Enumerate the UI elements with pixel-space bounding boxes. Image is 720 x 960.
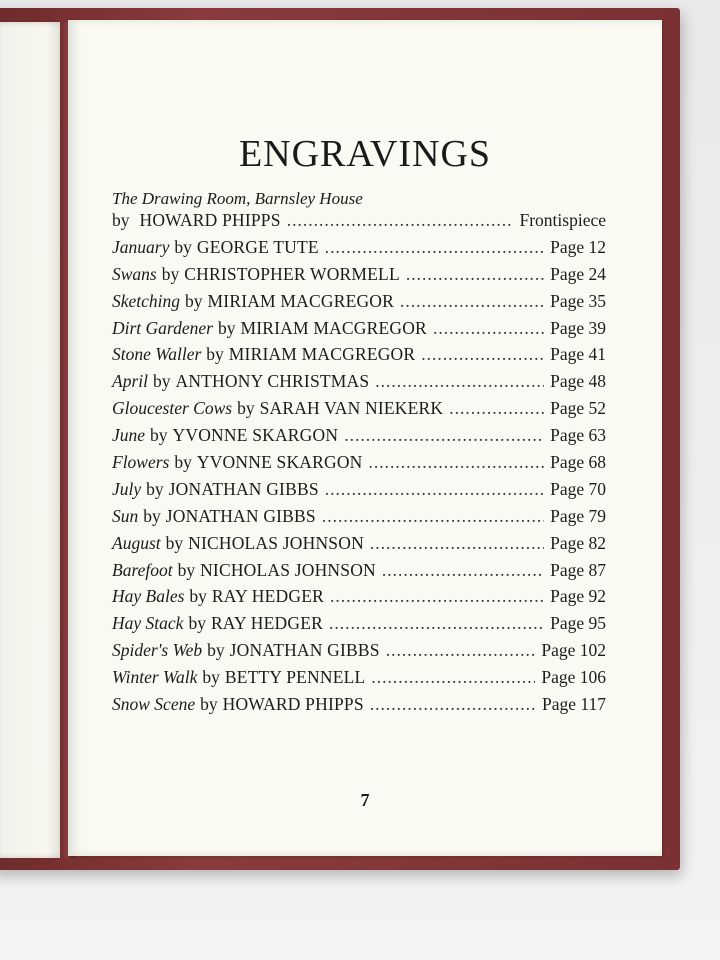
engraving-entry <box>112 479 606 506</box>
engraving-page: Page 52 <box>550 398 606 419</box>
engraving-title: Dirt Gardener <box>112 317 213 338</box>
engraving-title: Sketching <box>112 290 181 311</box>
engraving-page: Page 82 <box>550 532 606 553</box>
engraving-page: Page 24 <box>550 263 606 284</box>
engraving-title: Sun <box>112 505 139 526</box>
dot-leader <box>325 479 544 500</box>
engraving-title: June <box>112 425 146 446</box>
dot-leader <box>386 640 536 661</box>
engraving-page: Page 102 <box>541 640 606 661</box>
dot-leader <box>371 667 535 688</box>
engravings-list <box>112 188 606 721</box>
dot-leader <box>400 291 544 312</box>
dot-leader <box>382 560 544 581</box>
engraving-entry <box>112 586 606 613</box>
engraving-artist: MIRIAM MACGREGOR <box>207 290 395 311</box>
engraving-artist: CHRISTOPHER WORMELL <box>184 263 400 284</box>
engraving-by: by <box>152 371 171 392</box>
engraving-title: July <box>112 478 142 499</box>
engraving-by: by <box>174 452 192 473</box>
engraving-title: January <box>112 236 170 257</box>
dot-leader <box>433 318 544 339</box>
engraving-artist: YVONNE SKARGON <box>196 452 363 473</box>
engraving-page: Page 63 <box>550 425 606 446</box>
book-page <box>68 20 662 856</box>
engraving-artist: HOWARD PHIPPS <box>222 694 364 715</box>
dot-leader <box>329 613 544 634</box>
engraving-entry <box>112 264 606 291</box>
engraving-entry <box>112 533 606 560</box>
engraving-page: Page 117 <box>542 694 606 715</box>
engraving-page: Page 92 <box>550 586 606 607</box>
engraving-artist: JONATHAN GIBBS <box>168 478 319 499</box>
engraving-page: Page 48 <box>550 371 606 392</box>
engraving-entry <box>112 694 606 721</box>
engraving-page: Page 35 <box>550 290 606 311</box>
frontispiece-title: The Drawing Room, Barnsley House <box>112 189 363 208</box>
engraving-by: by <box>174 236 192 257</box>
engraving-title: Hay Stack <box>112 613 184 634</box>
engraving-entry <box>112 398 606 425</box>
dot-leader <box>370 533 544 554</box>
engraving-artist: RAY HEDGER <box>210 613 323 634</box>
frontispiece-page: Frontispiece <box>519 210 606 230</box>
engraving-page: Page 12 <box>550 236 606 257</box>
engraving-entry <box>112 506 606 533</box>
engraving-by: by <box>143 505 161 526</box>
dot-leader <box>330 586 544 607</box>
engraving-artist: SARAH VAN NIEKERK <box>259 398 444 419</box>
engraving-by: by <box>165 532 184 553</box>
engraving-by: by <box>177 559 196 580</box>
dot-leader <box>370 694 536 715</box>
engraving-title: Hay Bales <box>112 586 185 607</box>
engraving-page: Page 95 <box>550 613 606 634</box>
engraving-page: Page 70 <box>550 478 606 499</box>
frontispiece-by: by <box>112 210 130 230</box>
dot-leader <box>449 398 544 419</box>
engraving-page: Page 106 <box>541 667 606 688</box>
engraving-title: Barefoot <box>112 559 173 580</box>
engraving-by: by <box>206 344 224 365</box>
dot-leader <box>406 264 544 285</box>
engraving-entry <box>112 344 606 371</box>
engraving-entry <box>112 237 606 264</box>
engraving-title: Stone Waller <box>112 344 202 365</box>
dot-leader <box>325 237 544 258</box>
engraving-page: Page 87 <box>550 559 606 580</box>
engraving-artist: NICHOLAS JOHNSON <box>200 559 376 580</box>
engraving-artist: BETTY PENNELL <box>224 667 366 688</box>
left-page-edge <box>0 22 66 858</box>
engraving-by: by <box>217 317 236 338</box>
engraving-by: by <box>189 586 207 607</box>
engraving-by: by <box>150 425 168 446</box>
engraving-title: August <box>112 532 161 553</box>
page-heading: ENGRAVINGS <box>238 133 492 175</box>
engraving-entry <box>112 613 606 640</box>
engraving-artist: JONATHAN GIBBS <box>165 505 316 526</box>
engraving-by: by <box>188 613 206 634</box>
dot-leader <box>322 506 544 527</box>
engraving-entry <box>112 667 606 694</box>
engraving-entry <box>112 371 606 398</box>
engraving-title: Snow Scene <box>112 694 196 715</box>
engraving-artist: GEORGE TUTE <box>196 236 319 257</box>
frontispiece-artist: HOWARD PHIPPS <box>139 210 281 230</box>
engraving-artist: YVONNE SKARGON <box>172 425 339 446</box>
engraving-title: Swans <box>112 263 157 284</box>
engraving-entry <box>112 318 606 345</box>
engraving-by: by <box>237 398 255 419</box>
engraving-entry <box>112 291 606 318</box>
frontispiece-entry <box>112 210 606 237</box>
engraving-entry <box>112 560 606 587</box>
engraving-by: by <box>146 478 164 499</box>
engraving-by: by <box>202 667 220 688</box>
engraving-title: Flowers <box>112 452 170 473</box>
engraving-by: by <box>185 290 203 311</box>
engraving-entry <box>112 425 606 452</box>
engraving-artist: RAY HEDGER <box>211 586 324 607</box>
engraving-page: Page 39 <box>550 317 606 338</box>
engraving-title: Spider's Web <box>112 640 203 661</box>
dot-leader <box>375 371 544 392</box>
engraving-artist: NICHOLAS JOHNSON <box>188 532 364 553</box>
engraving-artist: ANTHONY CHRISTMAS <box>175 371 370 392</box>
dot-leader <box>287 210 514 231</box>
page-number: 7 <box>360 790 370 810</box>
engraving-page: Page 79 <box>550 505 606 526</box>
engraving-page: Page 41 <box>550 344 606 365</box>
engraving-by: by <box>200 694 218 715</box>
dot-leader <box>421 344 544 365</box>
engraving-artist: MIRIAM MACGREGOR <box>228 344 416 365</box>
engraving-entry <box>112 640 606 667</box>
dot-leader <box>344 425 544 446</box>
engraving-title: April <box>112 371 148 392</box>
engraving-artist: MIRIAM MACGREGOR <box>240 317 427 338</box>
engraving-page: Page 68 <box>550 452 606 473</box>
engraving-by: by <box>161 263 180 284</box>
engraving-artist: JONATHAN GIBBS <box>229 640 380 661</box>
engraving-title: Winter Walk <box>112 667 198 688</box>
engraving-entry <box>112 452 606 479</box>
engraving-by: by <box>207 640 225 661</box>
engraving-title: Gloucester Cows <box>112 398 233 419</box>
dot-leader <box>369 452 545 473</box>
